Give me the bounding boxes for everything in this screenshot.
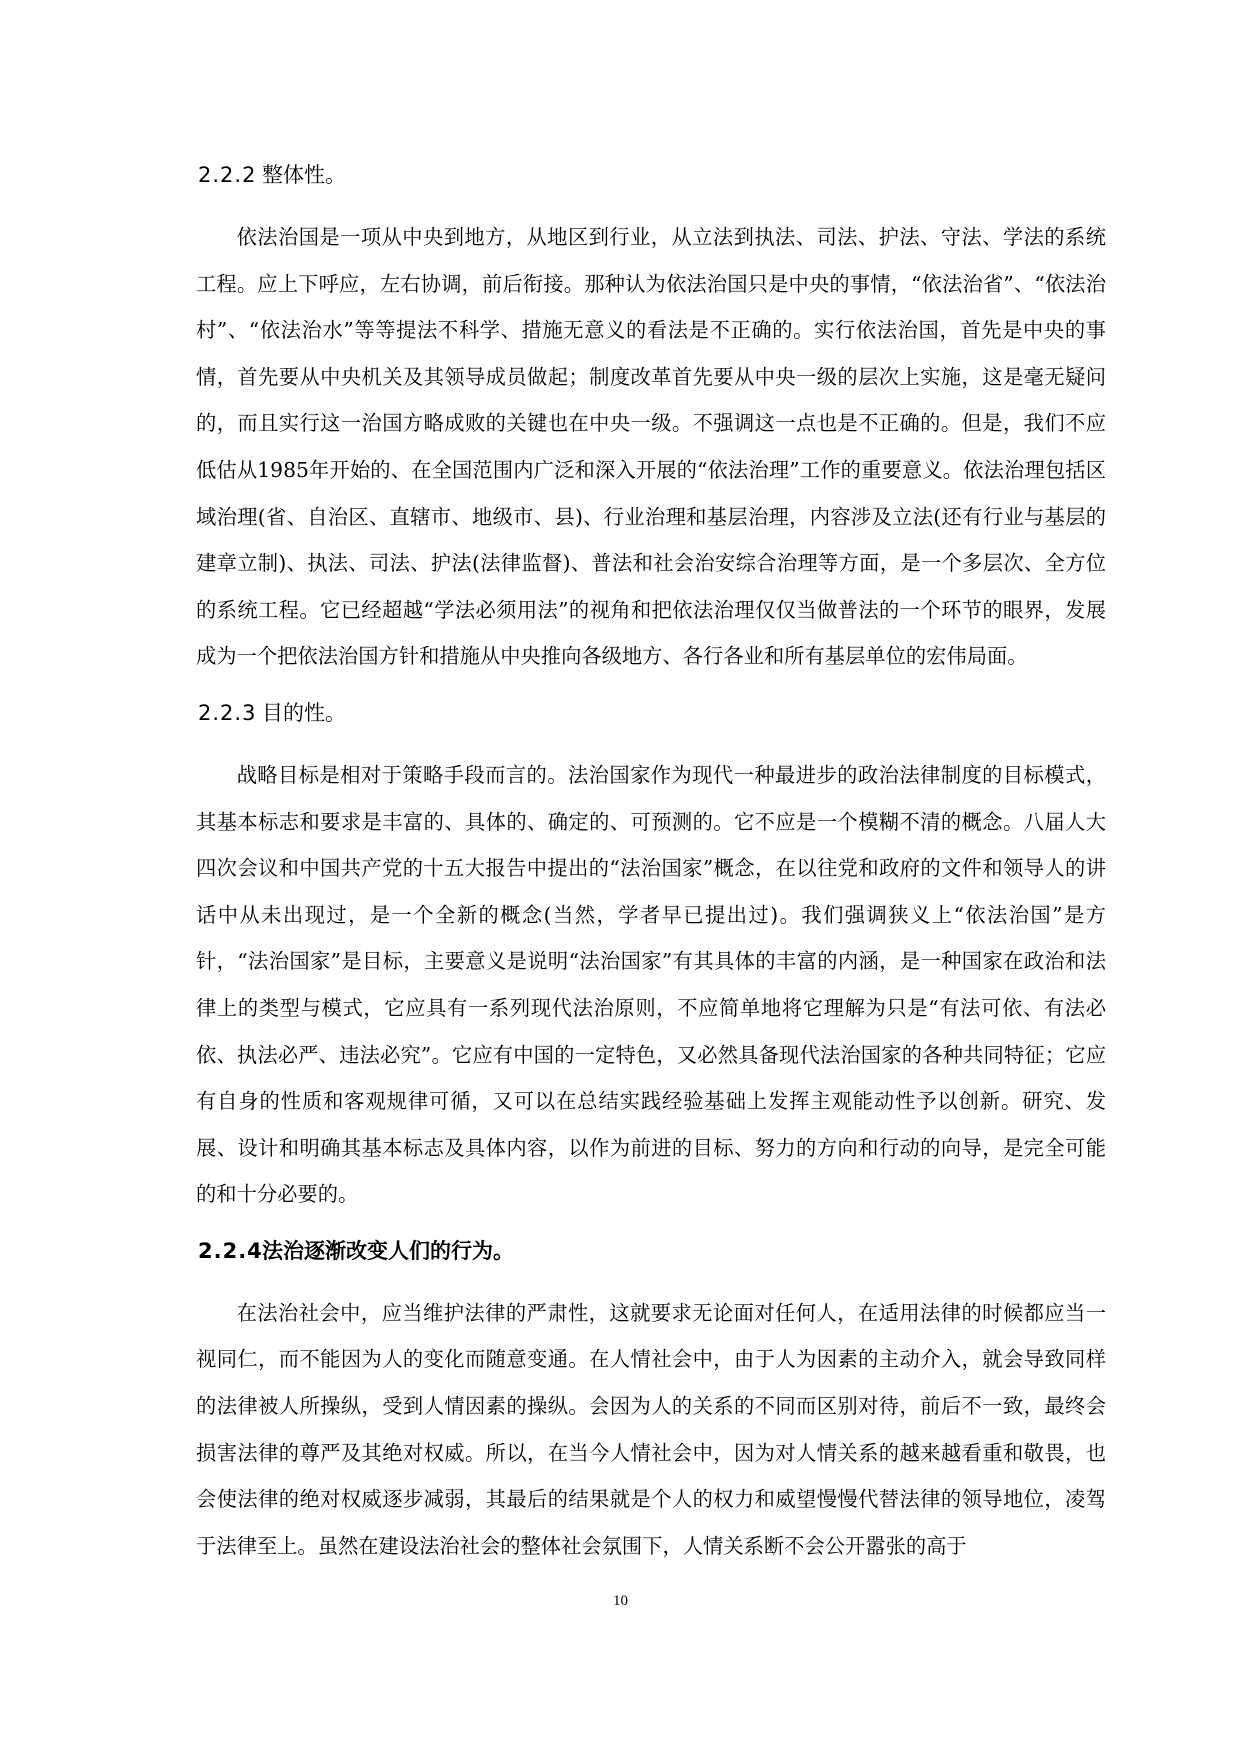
section-title: 整体性。 — [262, 163, 346, 187]
section-number: 2.2.4 — [198, 1238, 263, 1263]
page-body — [196, 160, 1106, 1592]
section-paragraph: 依法治国是一项从中央到地方，从地区到行业，从立法到执法、司法、护法、守法、学法的系统工程。应上下呼应，左右协调，前后衔接。那种认为依法治国只是中央的事情，“依法治省”、“依法治村”、“依法治水”等等提法不科学、措施无意义的看法是不正确的。实行依法治国，首先是中央的事情，首先要从中央机关及其领导成员做起；制度改革首先要从中央一级的层次上实施，这是毫无疑问的，而且实行这一治国方略成败的关键也在中央一级。不强调这一点也是不正确的。但是，我们不应低估从1985年开始的、在全国范围内广泛和深入开展的“依法治理”工作的重要意义。依法治理包括区域治理(省、自治区、直辖市、地级市、县)、行业治理和基层治理，内容涉及立法(还有行业与基层的建章立制)、执法、司法、护法(法律监督)、普法和社会治安综合治理等方面，是一个多层次、全方位的系统工程。它已经超越“学法必须用法”的视角和把依法治理仅仅当做普法的一个环节的眼界，发展成为一个把依法治国方针和措施从中央推向各级地方、各行各业和所有基层单位的宏伟局面。 — [196, 225, 1106, 669]
section-heading-2-2-4 — [196, 1236, 1106, 1266]
section-title: 目的性。 — [262, 700, 346, 725]
section-title: 法治逐渐改变人们的行为。 — [262, 1238, 514, 1263]
page-number: 10 — [613, 1593, 628, 1609]
section-heading-2-2-2 — [196, 160, 1106, 190]
section-number: 2.2.2 — [198, 163, 257, 187]
section-paragraph: 在法治社会中，应当维护法律的严肃性，这就要求无论面对任何人，在适用法律的时候都应当一视同仁，而不能因为人的变化而随意变通。在人情社会中，由于人为因素的主动介入，就会导致同样的法律被人所操纵，受到人情因素的操纵。会因为人的关系的不同而区别对待，前后不一致，最终会损害法律的尊严及其绝对权威。所以，在当今人情社会中，因为对人情关系的越来越看重和敬畏，也会使法律的绝对权威逐步减弱，其最后的结果就是个人的权力和威望慢慢代替法律的领导地位，凌驾于法律至上。虽然在建设法治社会的整体社会氛围下，人情关系断不会公开嚣张的高于 — [196, 1300, 1106, 1558]
section-heading-2-2-3 — [196, 698, 1106, 728]
section-number: 2.2.3 — [198, 700, 257, 725]
section-paragraph: 战略目标是相对于策略手段而言的。法治国家作为现代一种最进步的政治法律制度的目标模式，其基本标志和要求是丰富的、具体的、确定的、可预测的。它不应是一个模糊不清的概念。八届人大四次会议和中国共产党的十五大报告中提出的“法治国家”概念，在以往党和政府的文件和领导人的讲话中从未出现过，是一个全新的概念(当然，学者早已提出过)。我们强调狭义上“依法治国”是方针，“法治国家”是目标，主要意义是说明“法治国家”有其具体的丰富的内涵，是一种国家在政治和法律上的类型与模式，它应具有一系列现代法治原则，不应简单地将它理解为只是“有法可依、有法必依、执法必严、违法必究”。它应有中国的一定特色，又必然具备现代法治国家的各种共同特征；它应有自身的性质和客观规律可循，又可以在总结实践经验基础上发挥主观能动性予以创新。研究、发展、设计和明确其基本标志及具体内容，以作为前进的目标、努力的方向和行动的向导，是完全可能的和十分必要的。 — [196, 762, 1106, 1207]
